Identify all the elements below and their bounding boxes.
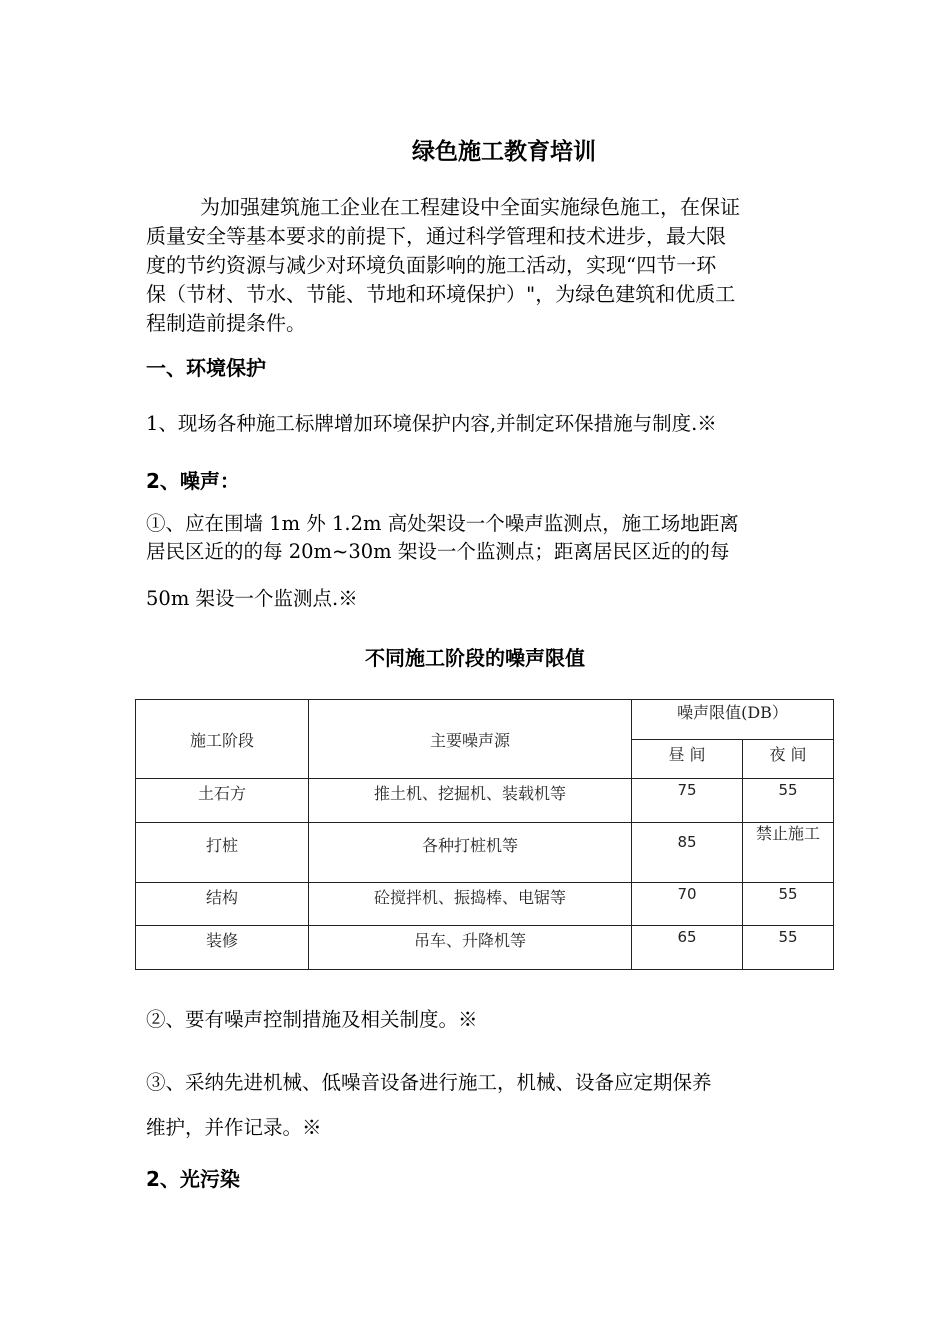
intro-line: 质量安全等基本要求的前提下，通过科学管理和技术进步，最大限 bbox=[146, 224, 726, 248]
cell-stage: 装修 bbox=[136, 926, 309, 970]
item-noise-heading: 2、噪声： bbox=[146, 469, 240, 493]
item-equipment-paragraph bbox=[146, 1060, 816, 1150]
intro-line: 为加强建筑施工企业在工程建设中全面实施绿色施工，在保证 bbox=[200, 195, 740, 219]
cell-night: 55 bbox=[743, 779, 834, 823]
table-title: 不同施工阶段的噪声限值 bbox=[365, 646, 585, 670]
intro-line: 保（节材、节水、节能、节地和环境保护）"，为绿色建筑和优质工 bbox=[146, 282, 736, 306]
document-title: 绿色施工教育培训 bbox=[412, 139, 596, 165]
cell-source: 各种打桩机等 bbox=[309, 823, 632, 883]
cell-stage: 土石方 bbox=[136, 779, 309, 823]
cell-night: 55 bbox=[743, 926, 834, 970]
noise-monitoring-paragraph bbox=[146, 510, 816, 613]
noise-line: 50m 架设一个监测点.※ bbox=[146, 587, 358, 610]
header-night: 夜 间 bbox=[743, 740, 834, 779]
noise-line: ①、应在围墙 1m 外 1.2m 高处架设一个噪声监测点，施工场地距离 bbox=[146, 512, 739, 535]
cell-source: 吊车、升降机等 bbox=[309, 926, 632, 970]
light-pollution-heading: 2、光污染 bbox=[146, 1167, 240, 1191]
table-row bbox=[136, 883, 834, 926]
table-row bbox=[136, 926, 834, 970]
cell-day: 85 bbox=[632, 823, 743, 883]
intro-paragraph bbox=[146, 193, 814, 338]
table-row bbox=[136, 779, 834, 823]
section-heading-environment: 一、环境保护 bbox=[146, 356, 266, 380]
header-stage: 施工阶段 bbox=[136, 700, 309, 779]
cell-source: 推土机、挖掘机、装载机等 bbox=[309, 779, 632, 823]
header-day: 昼 间 bbox=[632, 740, 743, 779]
cell-night: 禁止施工 bbox=[743, 823, 834, 883]
table-row bbox=[136, 823, 834, 883]
cell-stage: 结构 bbox=[136, 883, 309, 926]
cell-night: 55 bbox=[743, 883, 834, 926]
cell-source: 砼搅拌机、振捣棒、电锯等 bbox=[309, 883, 632, 926]
header-source: 主要噪声源 bbox=[309, 700, 632, 779]
cell-day: 75 bbox=[632, 779, 743, 823]
noise-line: 居民区近的的每 20m~30m 架设一个监测点；距离居民区近的的每 bbox=[146, 540, 730, 563]
intro-line: 程制造前提条件。 bbox=[146, 311, 306, 335]
equipment-line: 维护，并作记录。※ bbox=[146, 1116, 322, 1139]
cell-stage: 打桩 bbox=[136, 823, 309, 883]
equipment-line: ③、采纳先进机械、低噪音设备进行施工，机械、设备应定期保养 bbox=[146, 1071, 712, 1094]
cell-day: 70 bbox=[632, 883, 743, 926]
item-signage: 1、现场各种施工标牌增加环境保护内容,并制定环保措施与制度.※ bbox=[146, 412, 717, 435]
intro-line: 度的节约资源与减少对环境负面影响的施工活动，实现“四节一环 bbox=[146, 253, 717, 277]
header-limit: 噪声限值(DB） bbox=[632, 700, 834, 740]
noise-limit-table bbox=[135, 699, 834, 970]
cell-day: 65 bbox=[632, 926, 743, 970]
item-noise-control: ②、要有噪声控制措施及相关制度。※ bbox=[146, 1008, 478, 1031]
